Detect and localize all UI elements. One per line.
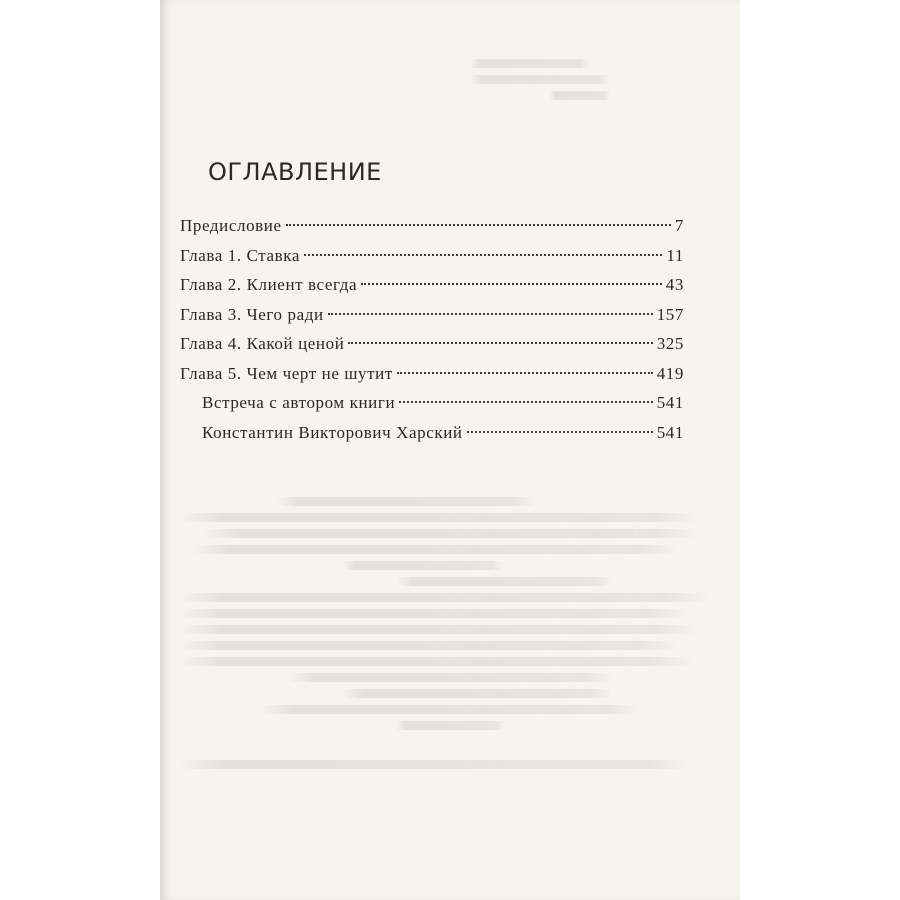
toc-entry-title: Глава 1. Ставка xyxy=(180,245,301,265)
toc-entry-title: Глава 5. Чем черт не шутит xyxy=(180,363,393,383)
toc-leader-dots xyxy=(397,372,653,374)
toc-leader-dots xyxy=(399,401,653,403)
bleed-through-header xyxy=(470,52,610,107)
toc-subentry xyxy=(180,393,684,423)
toc-entry xyxy=(180,275,684,305)
toc-leader-dots xyxy=(361,283,662,285)
toc-leader-dots xyxy=(328,313,653,315)
table-of-contents xyxy=(180,216,684,452)
toc-entry xyxy=(180,305,684,335)
toc-entry-title: Глава 2. Клиент всегда xyxy=(180,275,358,294)
toc-entry-page: 325 xyxy=(656,334,684,353)
toc-entry-page: 7 xyxy=(674,216,684,235)
toc-entry-page: 541 xyxy=(656,393,684,412)
toc-subentry xyxy=(180,423,684,453)
toc-entry xyxy=(180,216,684,246)
toc-entry-page: 419 xyxy=(656,363,684,383)
toc-entry-title: Предисловие xyxy=(180,216,282,235)
toc-entry-page: 541 xyxy=(656,422,684,442)
toc-entry-page: 11 xyxy=(666,245,684,265)
toc-entry-title: Глава 4. Какой ценой xyxy=(180,334,345,353)
toc-leader-dots xyxy=(286,224,671,226)
toc-entry xyxy=(180,246,684,276)
toc-entry xyxy=(180,364,684,394)
toc-heading: ОГЛАВЛЕНИЕ xyxy=(208,158,382,186)
toc-entry xyxy=(180,334,684,364)
toc-entry-title: Встреча с автором книги xyxy=(202,393,396,412)
toc-entry-page: 43 xyxy=(665,275,684,294)
toc-leader-dots xyxy=(467,431,653,433)
toc-leader-dots xyxy=(348,342,652,344)
toc-leader-dots xyxy=(304,254,662,256)
book-page xyxy=(160,0,740,900)
bleed-through-text xyxy=(180,490,720,776)
toc-entry-page: 157 xyxy=(656,304,684,324)
toc-entry-title: Константин Викторович Харский xyxy=(202,422,463,442)
toc-entry-title: Глава 3. Чего ради xyxy=(180,304,324,324)
